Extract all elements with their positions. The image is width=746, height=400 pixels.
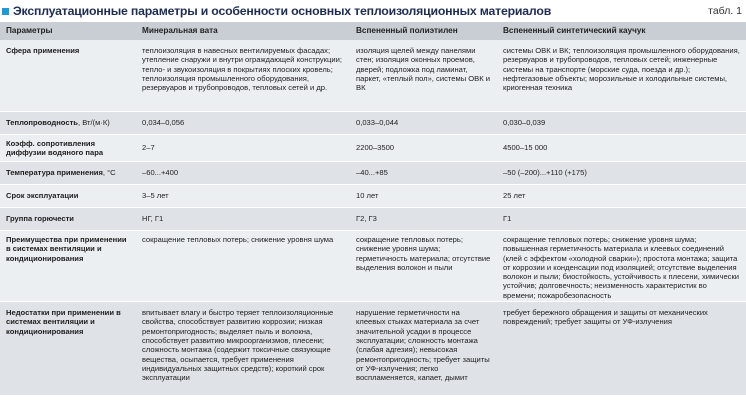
param-cell (0, 185, 136, 208)
param-name: Сфера применения (6, 46, 80, 55)
title-group (0, 4, 551, 18)
table-row (0, 302, 746, 396)
table-number: табл. 1 (708, 5, 742, 17)
mineral-cell: НГ, Г1 (136, 208, 350, 231)
table-title: Эксплуатационные параметры и особенности основных теплоизоляционных материалов (13, 4, 552, 18)
param-name: Недостатки при применении в системах вентиляции и кондиционирования (6, 308, 121, 336)
pe-cell: 2200–3500 (350, 135, 497, 162)
mineral-cell: 2–7 (136, 135, 350, 162)
mineral-cell: 3–5 лет (136, 185, 350, 208)
param-name: Коэфф. сопротивления диффузии водяного пара (6, 138, 104, 157)
rubber-cell: системы ОВК и ВК; теплоизоляция промышленного оборудования, резервуаров и трубопроводов, тепловых сетей; инженерные системы на транспорте (морские суда, поезда и др.); нефтегазовые объекты; морозильные и холодильные системы, криогенная техника (497, 40, 746, 112)
param-cell (0, 208, 136, 231)
param-unit: , °С (102, 168, 116, 178)
table-row (0, 40, 746, 112)
table-row (0, 208, 746, 231)
table-title-bar (0, 0, 746, 22)
mineral-cell: теплоизоляция в навесных вентилируемых фасадах; утепление снаружи и внутри ограждающей конструкции; тепло- и звукоизоляция в покрытиях плоских кровель; теплоизоляция промышленного оборудования, резервуаров и трубопроводов, тепловых сетей и др. (136, 40, 350, 112)
square-bullet-icon (2, 8, 9, 15)
mineral-cell: впитывает влагу и быстро теряет теплоизоляционные свойства, способствует развитию коррозии; низкая ремонтопригодность; выделяет пыль и волокна, способствует развитию микроорганизмов, плесени; сложность монтажа (содержит токсичные связующие вещества, осыпается, требует применения индивидуальных защитных средств); короткий срок эксплуатации (136, 302, 350, 396)
column-header-mineral-wool: Минеральная вата (136, 22, 350, 40)
rubber-cell: 4500–15 000 (497, 135, 746, 162)
param-unit: , Вт/(м·К) (77, 118, 110, 128)
param-name: Преимущества при применении в системах вентиляции и кондиционирования (6, 235, 127, 263)
rubber-cell: Г1 (497, 208, 746, 231)
rubber-cell: 25 лет (497, 185, 746, 208)
pe-cell: –40...+85 (350, 162, 497, 185)
column-header-params: Параметры (0, 22, 136, 40)
table-row (0, 135, 746, 162)
rubber-cell: требует бережного обращения и защиты от механических повреждений; требует защиты от УФ-излучения (497, 302, 746, 396)
column-header-rubber: Вспененный синтетический каучук (497, 22, 746, 40)
table-row (0, 231, 746, 302)
rubber-cell: сокращение тепловых потерь; снижение уровня шума; повышенная герметичность материала и клеевых соединений (клей с эффектом «холодной сварки»); простота монтажа; защита от коррозии и конденсации под изоляцией; отсутствие выделения волокон и пыли; биостойкость, устойчивость к плесени, химически устойчив; долговечность; неизменность характеристик во времени; пожаробезопасность (497, 231, 746, 302)
param-cell (0, 302, 136, 396)
mineral-cell: 0,034–0,056 (136, 112, 350, 135)
materials-table (0, 22, 746, 396)
mineral-cell: сокращение тепловых потерь; снижение уровня шума (136, 231, 350, 302)
pe-cell: нарушение герметичности на клеевых стыках материала за счет значительной усадки в процессе эксплуатации; сложность монтажа (слабая адгезия); невысокая ремонтопригодность; требует защиты от УФ-излучения; легко воспламеняется, капает, дымит (350, 302, 497, 396)
param-name: Группа горючести (6, 214, 74, 224)
table-row (0, 112, 746, 135)
mineral-cell: –60...+400 (136, 162, 350, 185)
rubber-cell: 0,030–0,039 (497, 112, 746, 135)
column-header-polyethylene: Вспененный полиэтилен (350, 22, 497, 40)
param-name: Теплопроводность (6, 118, 78, 128)
pe-cell: 10 лет (350, 185, 497, 208)
pe-cell: изоляция щелей между панелями стен; изоляция оконных проемов, дверей; подложка под ламинат, паркет, «теплый пол», системы ОВК и ВК (350, 40, 497, 112)
table-row (0, 185, 746, 208)
param-cell (0, 231, 136, 302)
param-cell (0, 135, 136, 162)
param-cell (0, 40, 136, 112)
pe-cell: 0,033–0,044 (350, 112, 497, 135)
header-row (0, 22, 746, 40)
param-cell (0, 162, 136, 185)
rubber-cell: –50 (–200)...+110 (+175) (497, 162, 746, 185)
table-row (0, 162, 746, 185)
pe-cell: сокращение тепловых потерь; снижение уровня шума; герметичность материала; отсутствие выделения волокон и пыли (350, 231, 497, 302)
param-name: Срок эксплуатации (6, 191, 79, 201)
param-name: Температура применения (6, 168, 103, 178)
param-cell (0, 112, 136, 135)
pe-cell: Г2, Г3 (350, 208, 497, 231)
